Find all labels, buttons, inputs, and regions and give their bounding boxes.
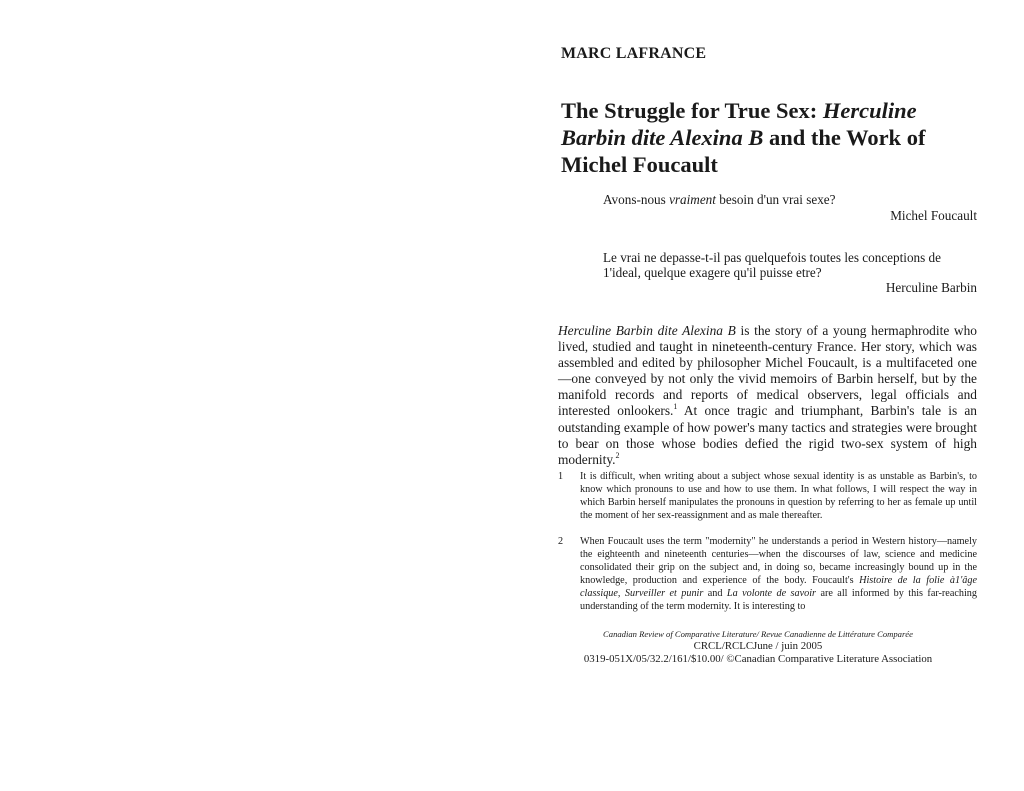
journal-footer — [558, 629, 958, 666]
footnote-ref-2[interactable]: 2 — [615, 450, 620, 460]
epigraph-1-text-start: Avons-nous — [603, 192, 670, 207]
epigraph-2 — [603, 250, 977, 295]
epigraph-1-text-end: besoin d'un vrai sexe? — [715, 192, 836, 207]
footnote-1-text: It is difficult, when writing about a subject whose sexual identity is as unstable as Barbin's, to know which pronouns to use and how to use them. In what follows, I will respect the way in which Barbin herself manipulates the pronouns in question by referring to her as female up until the moment of her sex-reassignment and as male thereafter. — [580, 471, 977, 522]
epigraph-1 — [603, 192, 977, 223]
footnote-2-text — [580, 535, 977, 614]
footnote-2 — [558, 535, 977, 614]
journal-name: Canadian Review of Comparative Literature/ Revue Canadienne de Littérature Comparée — [603, 629, 913, 639]
author-name: MARC LAFRANCE — [561, 45, 707, 62]
epigraph-2-text: Le vrai ne depasse-t-il pas quelquefois toutes les conceptions de 1'ideal, quelque exagere qu'il puisse etre? — [603, 250, 942, 280]
epigraph-1-italic: vraiment — [669, 192, 716, 207]
journal-copyright: 0319-051X/05/32.2/161/$10.00/ ©Canadian Comparative Literature Association — [583, 653, 933, 665]
footnote-2-text-end: are all informed by this far-reaching understanding of the term modernity. It is interesting to — [580, 588, 977, 613]
footnote-1-number: 1 — [558, 471, 564, 482]
epigraph-2-attribution: Herculine Barbin — [885, 280, 977, 295]
footnote-1 — [558, 470, 977, 522]
footnote-2-text-start: When Foucault uses the term "modernity" he understands a period in Western history—namely the eighteenth and nineteenth centuries—when the discourses of law, science and medicine consolidated their grip on the subject and, in doing so, became increasingly bound up in the knowledge, production and experience of the body. Foucault's — [580, 536, 977, 587]
title-part-1: The Struggle for True Sex: — [561, 98, 823, 123]
footnote-2-italic-2: La volonte de savoir — [726, 588, 817, 600]
journal-issue: CRCL/RCLCJune / juin 2005 — [693, 640, 823, 652]
footnote-2-number: 2 — [558, 536, 564, 547]
footnote-2-text-mid: and — [703, 588, 727, 600]
footnote-2-italic-1: Histoire de la folie à1'âge classique, Surveiller et punir — [580, 575, 977, 600]
article-title — [561, 97, 961, 178]
epigraph-1-attribution: Michel Foucault — [890, 208, 977, 223]
body-text-1: is the story of a young hermaphrodite who lived, studied and taught in nineteenth-century France. Her story, which was assembled and edited by philosopher Michel Foucault, is a multifaceted one—one conveyed by not only the vivid memoirs of Barbin herself, but by the manifold records and reports of medical observers, legal officials and interested onlookers. — [558, 323, 977, 419]
body-text-2: At once tragic and triumphant, Barbin's tale is an outstanding example of how power's many tactics and strategies were brought to bear on those whose bodies defied the rigid two-sex system of high modernity. — [558, 403, 978, 467]
epigraph-1-text — [603, 192, 977, 207]
title-italic: Herculine Barbin dite Alexina B — [561, 98, 917, 150]
body-italic-title: Herculine Barbin dite Alexina B — [558, 323, 736, 338]
title-part-2: and the Work of Michel Foucault — [561, 125, 926, 177]
footnote-ref-1[interactable]: 1 — [673, 402, 678, 412]
body-paragraph — [558, 323, 977, 468]
